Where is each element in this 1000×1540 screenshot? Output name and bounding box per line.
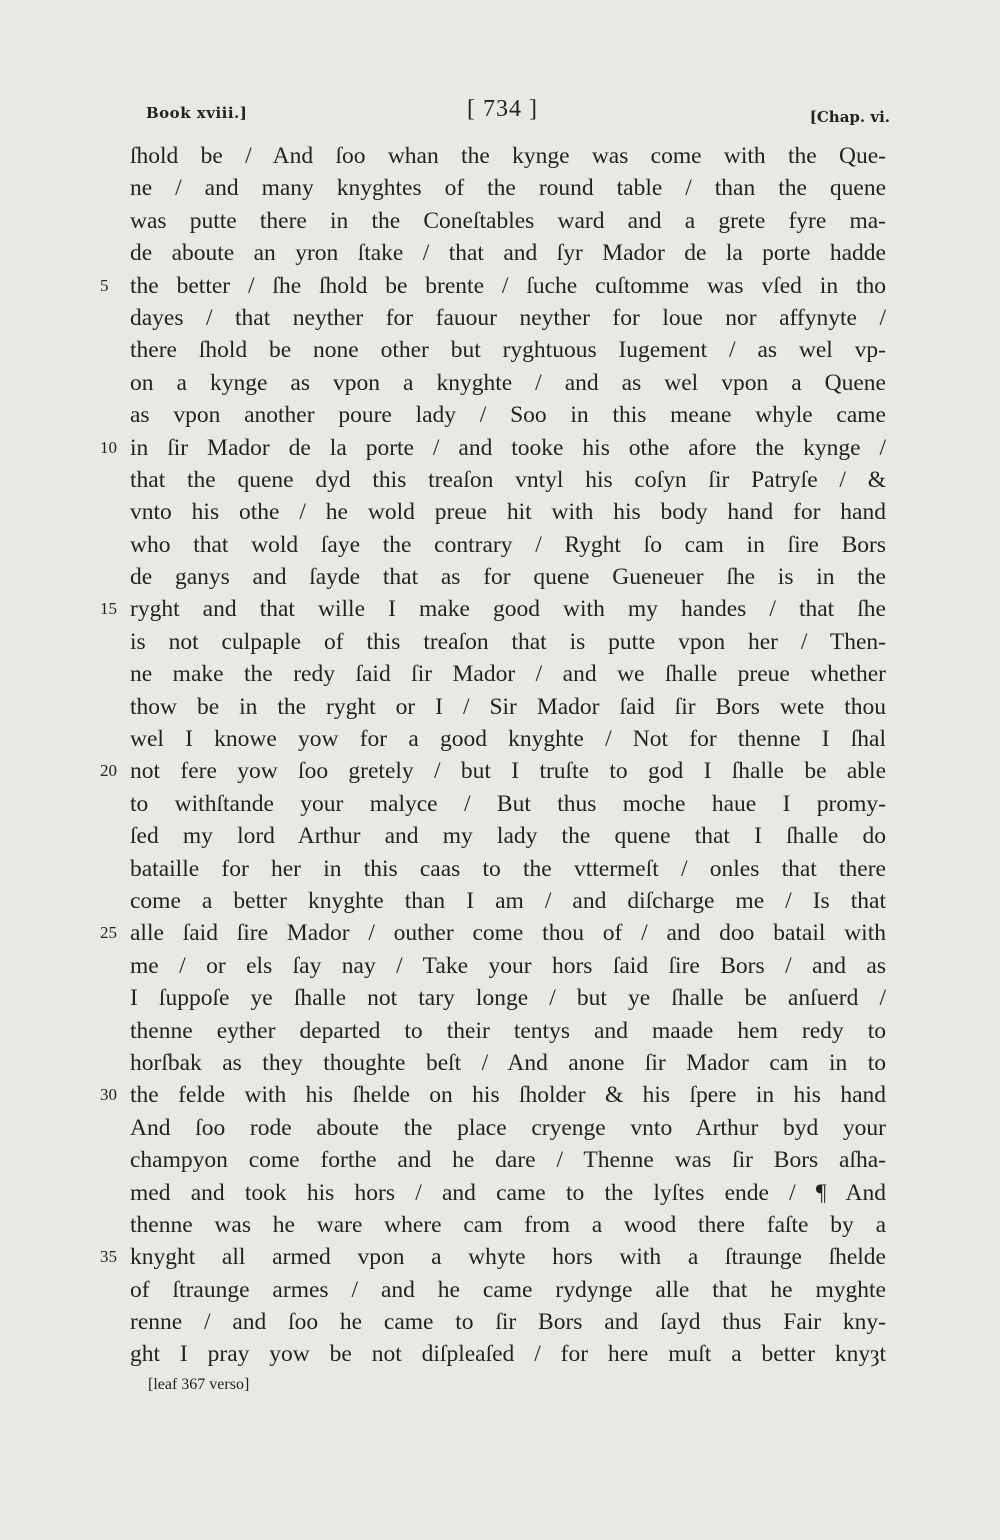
text-line bbox=[130, 172, 886, 204]
text-line bbox=[130, 950, 886, 982]
text-line bbox=[130, 820, 886, 852]
line-text: as vpon another poure lady / Soo in this meane whyle came bbox=[130, 402, 886, 429]
line-text: in ſir Mador de la porte / and tooke his othe afore the kynge / bbox=[130, 434, 886, 461]
chapter-reference: [Chap. vi. bbox=[809, 108, 890, 126]
text-line bbox=[130, 464, 886, 496]
line-number: 5 bbox=[100, 275, 109, 295]
text-line bbox=[130, 529, 886, 561]
page-number: [ 734 ] bbox=[467, 96, 538, 122]
line-text: ne make the redy ſaid ſir Mador / and we ſhalle preue whether bbox=[130, 661, 886, 688]
text-line bbox=[130, 1274, 886, 1306]
text-line bbox=[100, 593, 886, 625]
line-text: And ſoo rode aboute the place cryenge vnto Arthur byd your bbox=[130, 1114, 886, 1141]
body-text bbox=[100, 140, 886, 1371]
line-text: vnto his othe / he wold preue hit with his body hand for hand bbox=[130, 499, 886, 526]
line-number: 30 bbox=[100, 1085, 117, 1105]
line-text: on a kynge as vpon a knyghte / and as wel vpon a Quene bbox=[130, 369, 886, 396]
line-text: de ganys and ſayde that as for quene Gueneuer ſhe is in the bbox=[130, 564, 886, 591]
text-line bbox=[100, 270, 886, 302]
text-line bbox=[130, 1338, 886, 1370]
line-text: come a better knyghte than I am / and diſcharge me / Is that bbox=[130, 887, 886, 914]
text-line bbox=[100, 755, 886, 787]
text-line bbox=[100, 1079, 886, 1111]
line-text: dayes / that neyther for fauour neyther for loue nor affynyte / bbox=[130, 304, 886, 331]
text-line bbox=[130, 691, 886, 723]
line-number: 10 bbox=[100, 437, 117, 457]
text-line bbox=[130, 1015, 886, 1047]
text-line bbox=[130, 723, 886, 755]
text-line bbox=[130, 982, 886, 1014]
text-line bbox=[100, 917, 886, 949]
text-line bbox=[130, 1144, 886, 1176]
text-line bbox=[130, 1306, 886, 1338]
text-line bbox=[130, 237, 886, 269]
line-text: alle ſaid ſire Mador / outher come thou of / and doo batail with bbox=[130, 920, 886, 947]
text-line bbox=[130, 853, 886, 885]
line-number: 35 bbox=[100, 1247, 117, 1267]
line-number: 25 bbox=[100, 923, 117, 943]
line-text: bataille for her in this caas to the vttermeſt / onles that there bbox=[130, 855, 886, 882]
text-line bbox=[130, 626, 886, 658]
line-text: thow be in the ryght or I / Sir Mador ſaid ſir Bors wete thou bbox=[130, 693, 886, 720]
line-text: renne / and ſoo he came to ſir Bors and ſayd thus Fair kny- bbox=[130, 1309, 886, 1336]
line-text: there ſhold be none other but ryghtuous Iugement / as wel vp- bbox=[130, 337, 886, 364]
text-line bbox=[130, 302, 886, 334]
text-line bbox=[130, 885, 886, 917]
line-text: of ſtraunge armes / and he came rydynge alle that he myghte bbox=[130, 1276, 886, 1303]
running-header bbox=[0, 96, 1000, 132]
text-line bbox=[130, 788, 886, 820]
line-text: ſhold be / And ſoo whan the kynge was come with the Que- bbox=[130, 143, 886, 169]
line-text: to withſtande your malyce / But thus moche haue I promy- bbox=[130, 790, 886, 817]
text-line bbox=[130, 334, 886, 366]
line-text: that the quene dyd this treaſon vntyl his coſyn ſir Patryſe / & bbox=[130, 466, 886, 493]
text-line bbox=[130, 140, 886, 172]
text-line bbox=[130, 1209, 886, 1241]
text-line bbox=[100, 1241, 886, 1273]
line-text: wel I knowe yow for a good knyghte / Not for thenne I ſhal bbox=[130, 726, 886, 753]
text-line bbox=[130, 1112, 886, 1144]
line-text: thenne eyther departed to their tentys and maade hem redy to bbox=[130, 1017, 886, 1044]
line-text: de aboute an yron ſtake / that and ſyr Mador de la porte hadde bbox=[130, 240, 886, 267]
leaf-note: [leaf 367 verso] bbox=[148, 1376, 250, 1393]
text-line bbox=[130, 561, 886, 593]
line-text: was putte there in the Coneſtables ward and a grete fyre ma- bbox=[130, 207, 886, 234]
line-text: I ſuppoſe ye ſhalle not tary longe / but ye ſhalle be anſuerd / bbox=[130, 985, 886, 1012]
text-line bbox=[100, 432, 886, 464]
line-text: me / or els ſay nay / Take your hors ſaid ſire Bors / and as bbox=[130, 952, 886, 979]
line-text: is not culpaple of this treaſon that is putte vpon her / Then- bbox=[130, 628, 886, 655]
text-line bbox=[130, 205, 886, 237]
line-text: horſbak as they thoughte beſt / And anone ſir Mador cam in to bbox=[130, 1049, 886, 1076]
text-line bbox=[130, 367, 886, 399]
book-reference: Book xviii.] bbox=[146, 104, 248, 122]
line-text: the felde with his ſhelde on his ſholder & his ſpere in his hand bbox=[130, 1082, 886, 1109]
line-number: 20 bbox=[100, 761, 117, 781]
line-text: ryght and that wille I make good with my handes / that ſhe bbox=[130, 596, 886, 623]
line-text: ſed my lord Arthur and my lady the quene that I ſhalle do bbox=[130, 823, 886, 850]
line-text: champyon come forthe and he dare / Thenne was ſir Bors aſha- bbox=[130, 1147, 886, 1174]
line-text: med and took his hors / and came to the lyſtes ende / ¶ And bbox=[130, 1179, 886, 1206]
line-text: who that wold ſaye the contrary / Ryght ſo cam in ſire Bors bbox=[130, 531, 886, 558]
line-text: knyght all armed vpon a whyte hors with a ſtraunge ſhelde bbox=[130, 1244, 886, 1271]
line-text: ght I pray yow be not diſpleaſed / for here muſt a better knyȝt bbox=[130, 1341, 886, 1368]
line-text: not fere yow ſoo gretely / but I truſte to god I ſhalle be able bbox=[130, 758, 886, 785]
text-line bbox=[130, 658, 886, 690]
text-line bbox=[130, 1177, 886, 1209]
line-text: ne / and many knyghtes of the round table / than the quene bbox=[130, 175, 886, 202]
line-text: the better / ſhe ſhold be brente / ſuche cuſtomme was vſed in tho bbox=[130, 272, 886, 299]
text-line bbox=[130, 399, 886, 431]
text-line bbox=[130, 1047, 886, 1079]
line-text: thenne was he ware where cam from a wood there faſte by a bbox=[130, 1211, 886, 1238]
line-number: 15 bbox=[100, 599, 117, 619]
text-line bbox=[130, 496, 886, 528]
